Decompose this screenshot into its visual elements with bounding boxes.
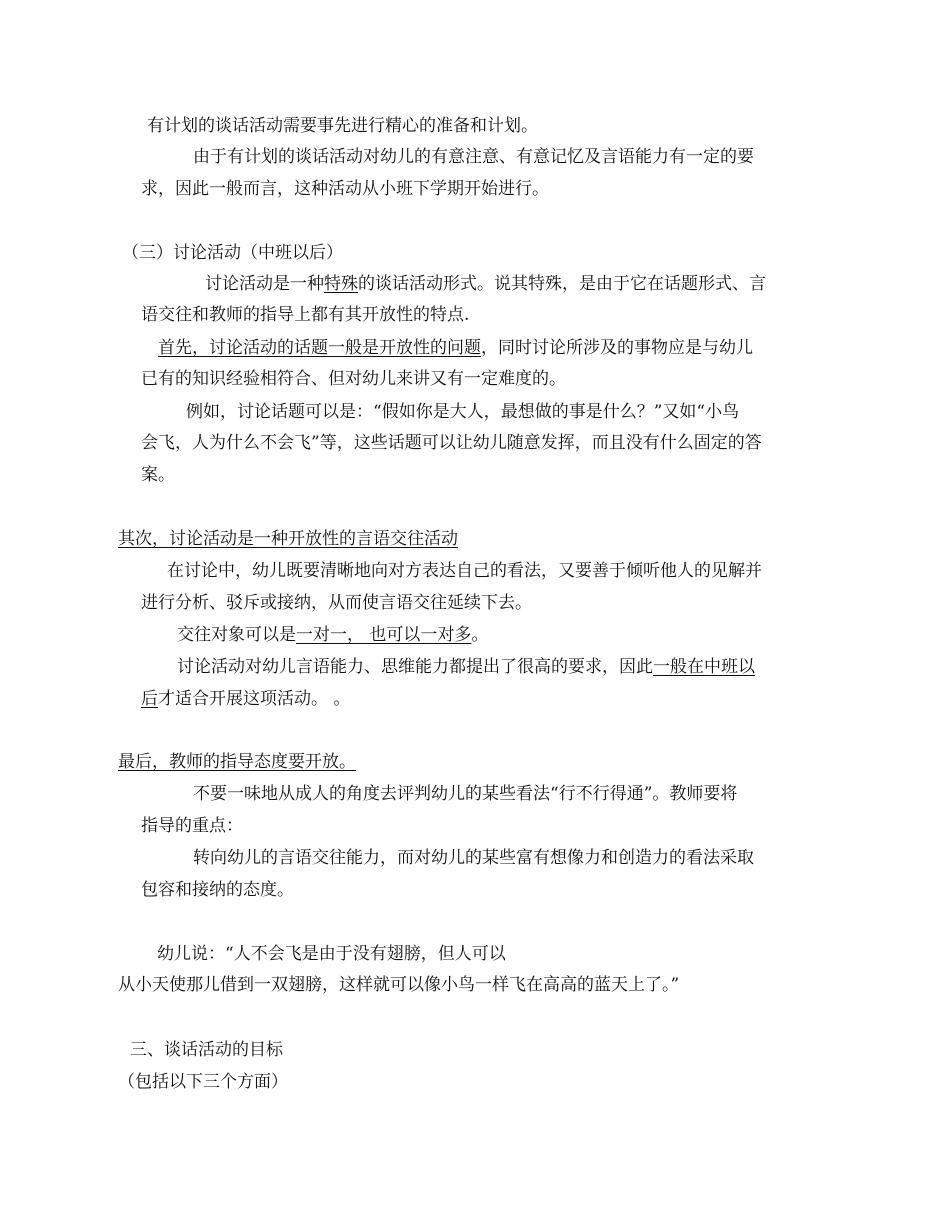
paragraph-requirements-line1 bbox=[177, 656, 755, 678]
text: 。 bbox=[471, 625, 489, 645]
text: 从小天使那儿借到一双翅膀，这样就可以像小鸟一样飞在高高的蓝天上了。” bbox=[118, 975, 680, 995]
text: 包容和接纳的态度。 bbox=[141, 880, 294, 900]
text: 会飞，人为什么不会飞”等，这些话题可以让幼儿随意发挥，而且没有什么固定的答 bbox=[141, 433, 762, 453]
text: 才适合开展这项活动。 。 bbox=[158, 689, 351, 709]
text: （包括以下三个方面） bbox=[118, 1072, 288, 1092]
paragraph-planned-requirement-line2 bbox=[141, 178, 549, 200]
paragraph-planned-requirement-line1 bbox=[193, 146, 754, 168]
text: 不要一味地从成人的角度去评判幼儿的某些看法“行不行得通”。教师要将 bbox=[193, 784, 738, 804]
text: ，同时讨论所涉及的事物应是与幼儿 bbox=[481, 338, 753, 358]
paragraph-first-point-line1 bbox=[158, 337, 753, 359]
paragraph-example-line1 bbox=[186, 401, 739, 423]
text: 例如，讨论话题可以是：“假如你是大人，最想做的事是什么？”又如“小鸟 bbox=[186, 402, 740, 422]
text: 语交往和教师的指导上都有其开放性的特点. bbox=[141, 305, 470, 325]
paragraph-requirements-line2 bbox=[141, 688, 350, 710]
text: 指导的重点： bbox=[141, 816, 243, 836]
underlined-text: 其次，讨论活动是一种开放性的言语交往活动 bbox=[118, 529, 458, 549]
section-heading-discussion bbox=[122, 242, 343, 264]
underlined-text: 一般在中班以 bbox=[653, 657, 755, 677]
paragraph-first-point-line2 bbox=[141, 368, 566, 390]
text: （三）讨论活动（中班以后） bbox=[122, 243, 343, 263]
text: 进行分析、驳斥或接纳，从而使言语交往延续下去。 bbox=[141, 593, 532, 613]
underlined-text: 首先，讨论活动的话题一般是开放性的问题 bbox=[158, 338, 481, 358]
underlined-text: 一对一， 也可以一对多 bbox=[296, 625, 472, 645]
paragraph-discussion-def-line2 bbox=[141, 304, 469, 326]
paragraph-discussion-def-line1 bbox=[205, 273, 766, 295]
text: 交往对象可以是 bbox=[177, 625, 296, 645]
underlined-text: 后 bbox=[141, 689, 158, 709]
paragraph-dont-judge-line1 bbox=[193, 783, 737, 805]
text: 转向幼儿的言语交往能力，而对幼儿的某些富有想像力和创造力的看法采取 bbox=[193, 848, 754, 868]
paragraph-dont-judge-line2 bbox=[141, 815, 243, 837]
paragraph-planned-preparation bbox=[147, 115, 538, 137]
paragraph-focus-line2 bbox=[141, 879, 294, 901]
section-subheading-goals bbox=[118, 1071, 288, 1093]
text: 讨论活动是一种 bbox=[205, 274, 324, 294]
text: 讨论活动对幼儿言语能力、思维能力都提出了很高的要求，因此 bbox=[177, 657, 653, 677]
text: 案。 bbox=[141, 465, 175, 485]
quote-child-line2 bbox=[118, 974, 679, 996]
section-heading-goals bbox=[130, 1039, 283, 1061]
paragraph-focus-line1 bbox=[193, 847, 754, 869]
paragraph-example-line2 bbox=[141, 432, 762, 454]
paragraph-in-discussion-line1 bbox=[167, 560, 762, 582]
text: 由于有计划的谈话活动对幼儿的有意注意、有意记忆及言语能力有一定的要 bbox=[193, 147, 754, 167]
text: 幼儿说：“人不会飞是由于没有翅膀，但人可以 bbox=[157, 944, 506, 964]
quote-child-line1 bbox=[157, 943, 506, 965]
text: 已有的知识经验相符合、但对幼儿来讲又有一定难度的。 bbox=[141, 369, 566, 389]
heading-last-point bbox=[118, 751, 356, 773]
heading-second-point bbox=[118, 528, 458, 550]
text: 求，因此一般而言，这种活动从小班下学期开始进行。 bbox=[141, 179, 549, 199]
paragraph-example-line3 bbox=[141, 464, 175, 486]
underlined-text: 最后，教师的指导态度要开放。 bbox=[118, 752, 356, 772]
underlined-text: 特殊 bbox=[324, 274, 358, 294]
text: 的谈话活动形式。说其特殊，是由于它在话题形式、言 bbox=[358, 274, 766, 294]
paragraph-in-discussion-line2 bbox=[141, 592, 532, 614]
text: 三、谈话活动的目标 bbox=[130, 1040, 283, 1060]
paragraph-partners bbox=[177, 624, 488, 646]
text: 在讨论中，幼儿既要清晰地向对方表达自己的看法，又要善于倾听他人的见解并 bbox=[167, 561, 762, 581]
text: 有计划的谈话活动需要事先进行精心的准备和计划。 bbox=[147, 116, 538, 136]
